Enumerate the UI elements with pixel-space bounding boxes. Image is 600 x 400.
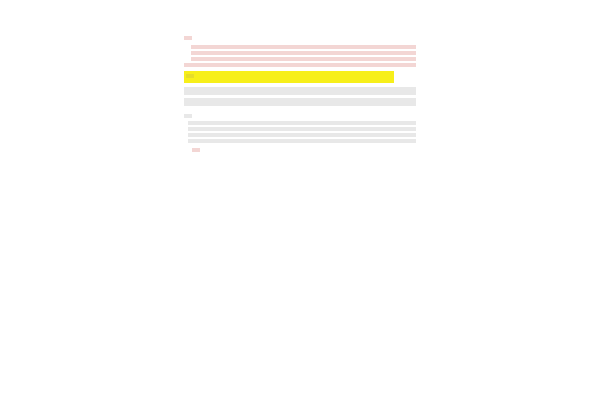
source-note (192, 148, 200, 152)
poem-line-text (188, 121, 416, 125)
poem-line-text (188, 133, 416, 137)
paragraph-text (184, 91, 416, 95)
answers-heading (184, 36, 192, 40)
poem-line-text (188, 139, 416, 143)
answer-document (184, 36, 416, 153)
answer-text (191, 45, 416, 49)
poem-line (188, 127, 416, 131)
answer-text (191, 57, 416, 61)
translation-paragraph (184, 87, 416, 95)
poem-line (188, 133, 416, 137)
answer-item (191, 57, 416, 61)
answer-item (191, 51, 416, 55)
poem-heading (184, 114, 192, 118)
answer-text (184, 63, 416, 67)
poem-line-text (188, 127, 416, 131)
translation-heading (184, 71, 394, 83)
answer-item (191, 45, 416, 49)
translation-heading-label (186, 74, 194, 78)
poem-line (188, 121, 416, 125)
answer-text (191, 51, 416, 55)
paragraph-text (184, 102, 416, 106)
answer-item (184, 63, 416, 67)
translation-paragraph (184, 98, 416, 106)
poem-line (188, 139, 416, 143)
